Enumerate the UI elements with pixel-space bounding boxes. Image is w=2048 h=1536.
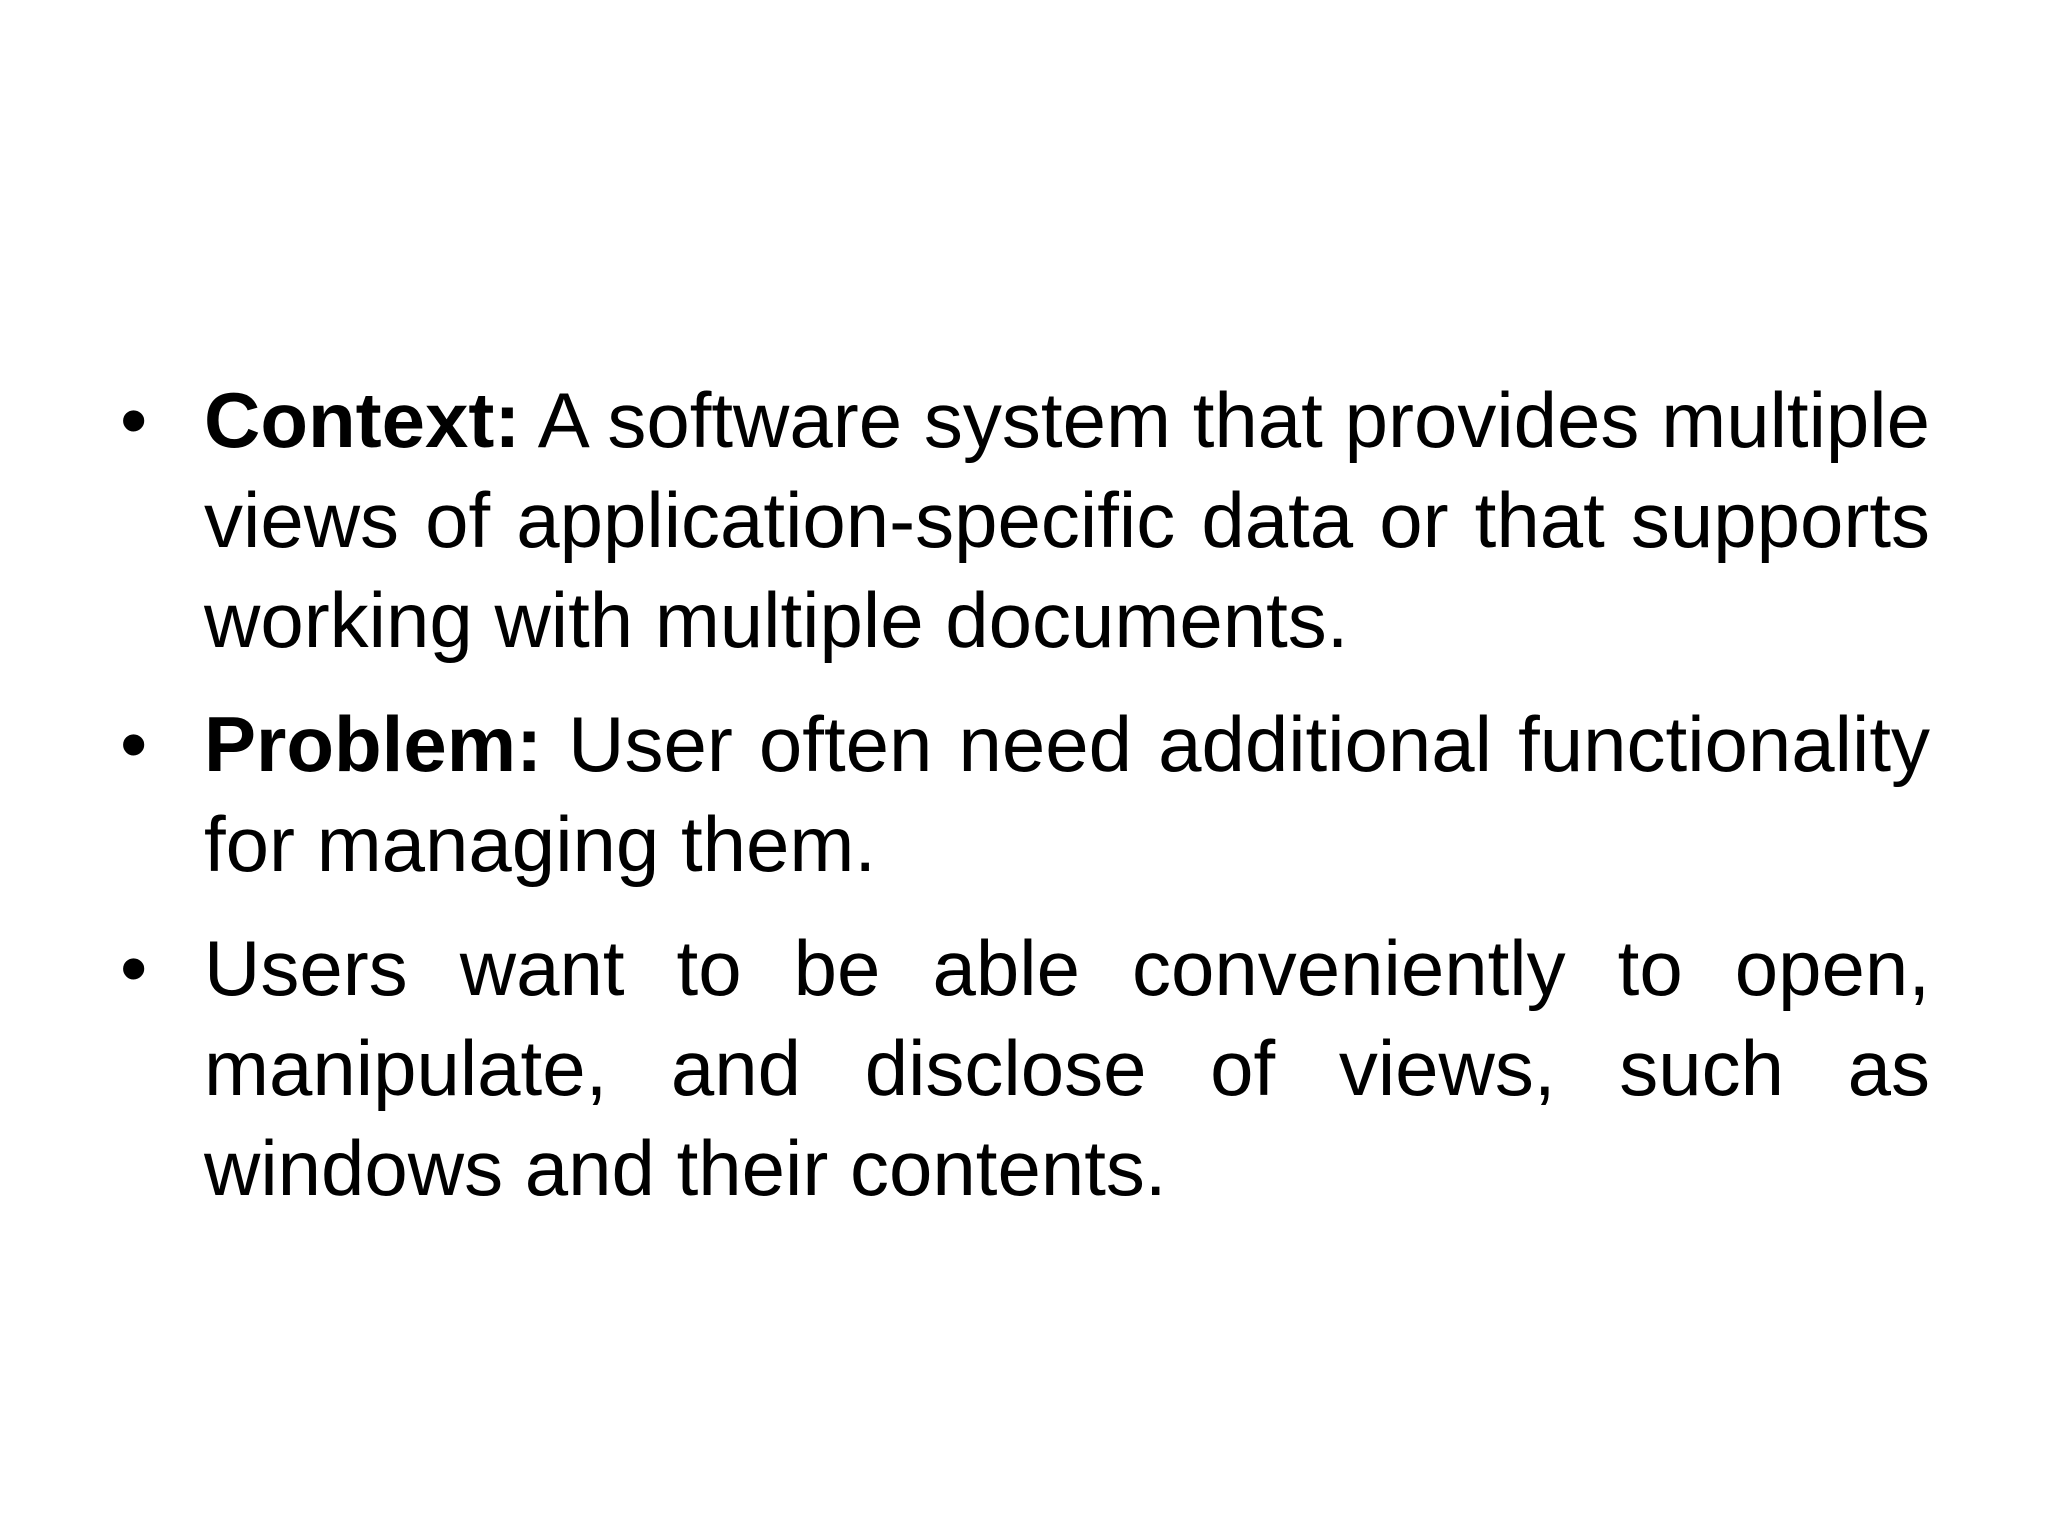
bullet-icon	[120, 694, 204, 794]
bullet-text: User often need additional functionality for managing them.	[204, 700, 1930, 888]
bullet-term: Problem:	[204, 700, 543, 788]
bullet-list	[120, 370, 1930, 1242]
bullet-problem	[120, 694, 1930, 894]
bullet-text: A software system that provides multiple views of application-specific data or that supports working with multiple documents.	[204, 376, 1930, 664]
bullet-context	[120, 370, 1930, 670]
bullet-icon	[120, 370, 204, 470]
bullet-term: Context:	[204, 376, 521, 464]
bullet-icon	[120, 918, 204, 1018]
bullet-users	[120, 918, 1930, 1218]
bullet-text: Users want to be able conveniently to open, manipulate, and disclose of views, such as windows and their contents.	[204, 924, 1930, 1212]
